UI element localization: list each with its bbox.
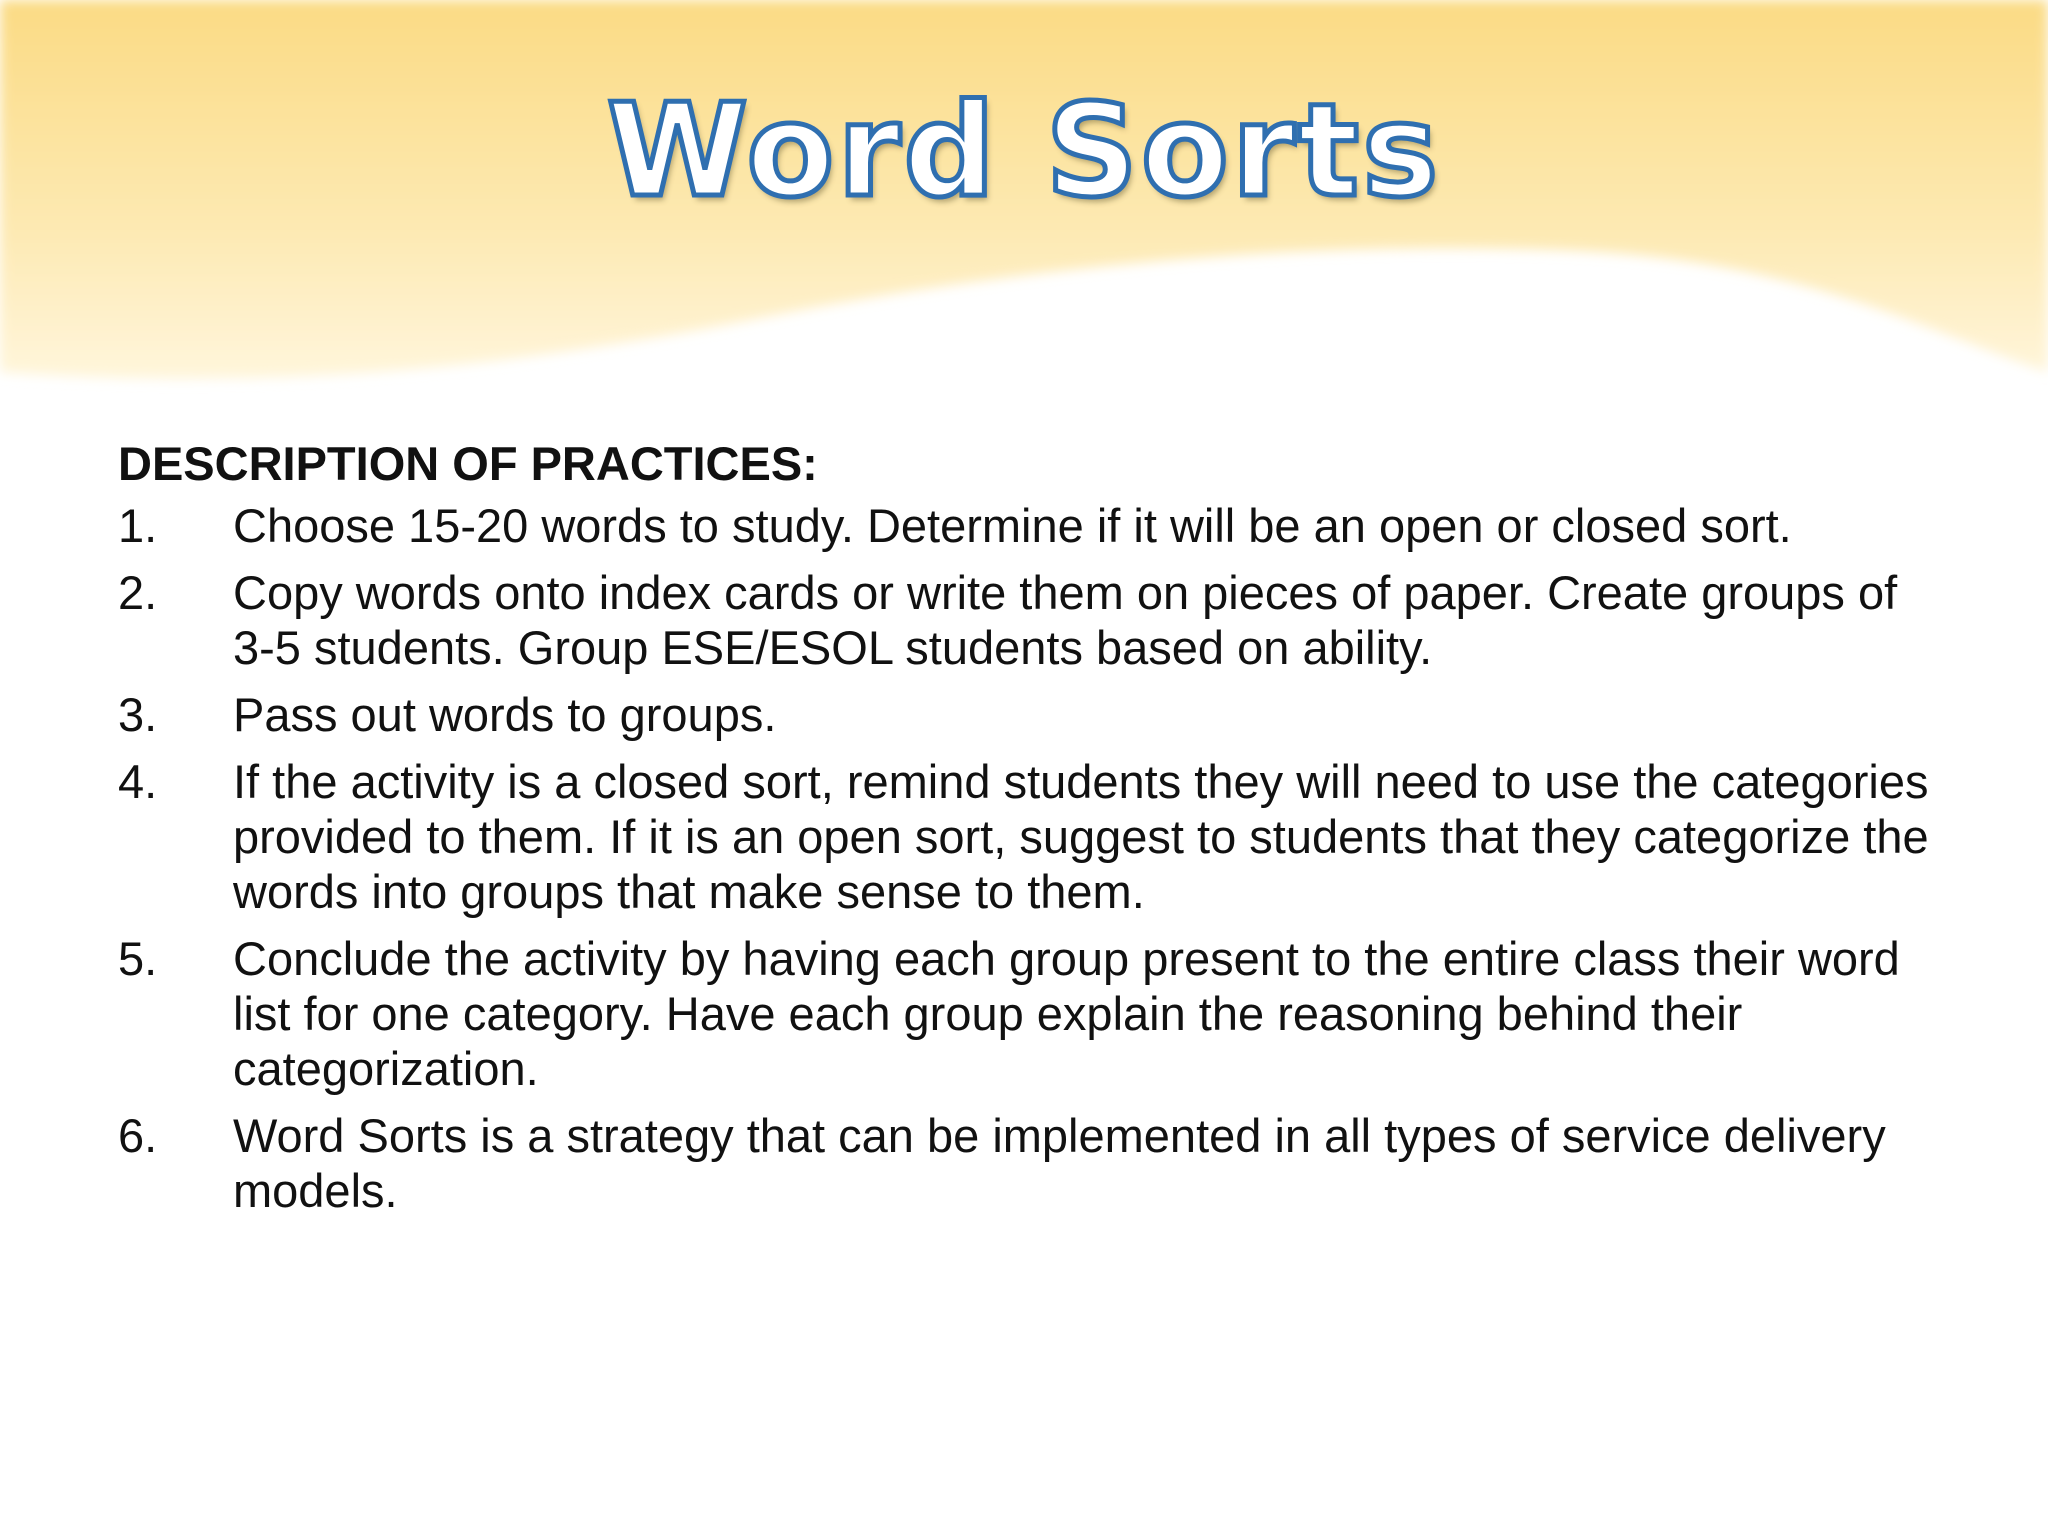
slide-title: Word Sorts: [606, 77, 1442, 226]
step-number: 6.: [118, 1109, 158, 1162]
step-text: Pass out words to groups.: [233, 688, 777, 741]
list-item: [118, 1108, 1938, 1218]
description-section: [118, 436, 1938, 1230]
list-item: [118, 931, 1938, 1096]
step-text: Choose 15-20 words to study. Determine if it will be an open or closed sort.: [233, 499, 1792, 552]
step-text: Copy words onto index cards or write them on pieces of paper. Create groups of 3-5 students. Group ESE/ESOL students based on ability.: [233, 566, 1898, 674]
step-number: 1.: [118, 499, 158, 552]
list-item: [118, 498, 1938, 553]
step-number: 4.: [118, 755, 158, 808]
description-heading: DESCRIPTION OF PRACTICES:: [118, 437, 818, 490]
step-number: 2.: [118, 566, 158, 619]
step-text: If the activity is a closed sort, remind students they will need to use the categories provided to them. If it is an open sort, suggest to students that they categorize the words into groups that make sense to them.: [233, 755, 1929, 918]
list-item: [118, 754, 1938, 919]
list-item: [118, 687, 1938, 742]
step-text: Word Sorts is a strategy that can be implemented in all types of service delivery models.: [233, 1109, 1886, 1217]
step-number: 5.: [118, 932, 158, 985]
steps-list: [118, 498, 1938, 1218]
step-text: Conclude the activity by having each group present to the entire class their word list for one category. Have each group explain the reasoning behind their categorization.: [233, 932, 1900, 1095]
list-item: [118, 565, 1938, 675]
step-number: 3.: [118, 688, 158, 741]
